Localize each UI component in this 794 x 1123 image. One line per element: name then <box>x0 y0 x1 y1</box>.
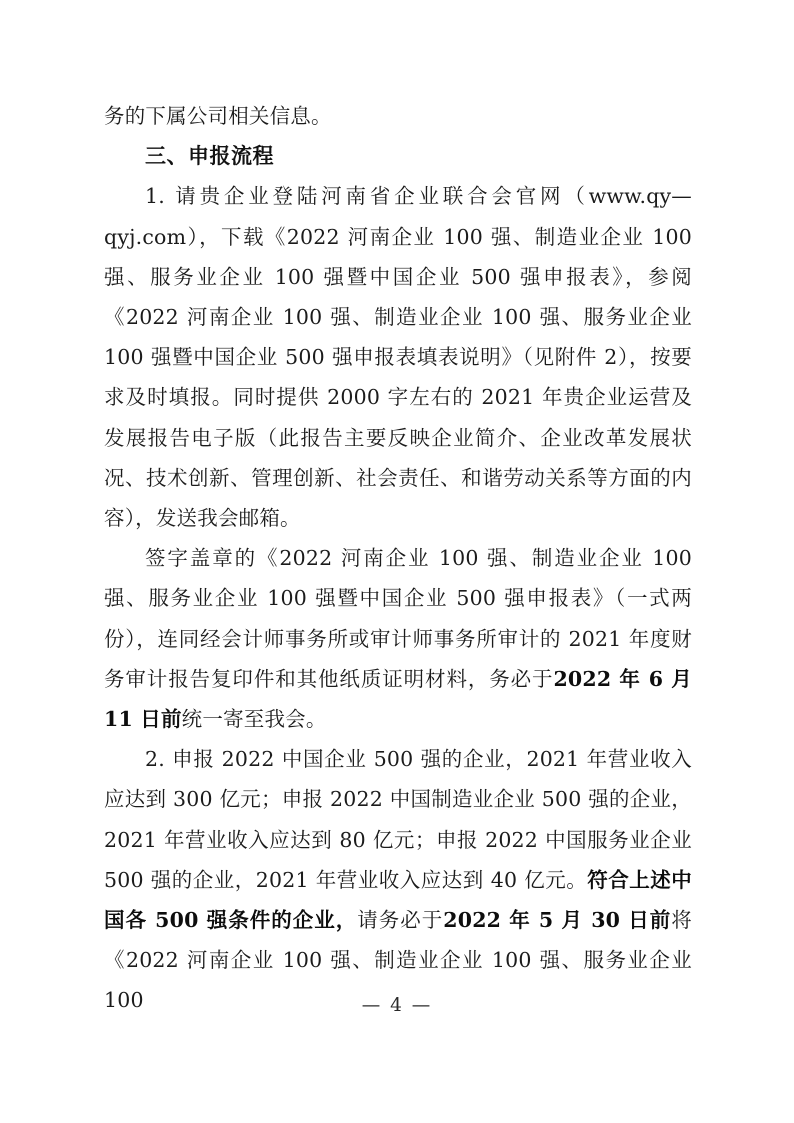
body-paragraph <box>104 176 692 538</box>
body-paragraph <box>104 739 692 1020</box>
body-paragraph <box>104 538 692 739</box>
text-run: 签字盖章的《2022 河南企业 100 强、制造业企业 100 强、服务业企业 100 强暨中国企业 500 强申报表》（一式两份），连同经会计师事务所或审计师事务所审计的 2021 年度财务审计报告复印件和其他纸质证明材料，务必于 <box>104 546 692 691</box>
text-run: 统一寄至我会。 <box>181 707 327 732</box>
emphasis-text-run: 2022 年 5 月 30 日前 <box>443 908 672 933</box>
page-number-footer: — 4 — <box>361 995 433 1016</box>
text-run: 将《2022 河南企业 100 强、制造业企业 100 强、服务业企业 100 <box>104 908 692 1013</box>
emphasis-text-run: 2022 年 6 月 11 日前 <box>104 666 692 732</box>
emphasis-text-run: 符合上述中国各 500 强条件的企业， <box>104 867 693 933</box>
section-heading: 三、申报流程 <box>145 144 274 169</box>
text-run: 2. 申报 2022 中国企业 500 强的企业，2021 年营业收入应达到 300 亿元；申报 2022 中国制造业企业 500 强的企业，2021 年营业收入应达到 80 亿元；申报 2022 中国服务业企业 500 强的企业，2021 年营业收入应达到 40 亿元。 <box>104 747 692 892</box>
text-run: 请务必于 <box>357 908 444 933</box>
page-body <box>104 96 692 1021</box>
text-run: 1. 请贵企业登陆河南省企业联合会官网（www.qy—qyj.com），下载《2022 河南企业 100 强、制造业企业 100 强、服务业企业 100 强暨中国企业 500 强申报表》，参阅《2022 河南企业 100 强、制造业企业 100 强、服务业企业 100 强暨中国企业 500 强申报表填表说明》（见附件 2），按要求及时填报。同时提供 2000 字左右的 2021 年贵企业运营及发展报告电子版（此报告主要反映企业简介、企业改革发展状况、技术创新、管理创新、社会责任、和谐劳动关系等方面的内容），发送我会邮箱。 <box>104 184 692 531</box>
body-paragraph: 务的下属公司相关信息。 <box>104 104 332 128</box>
